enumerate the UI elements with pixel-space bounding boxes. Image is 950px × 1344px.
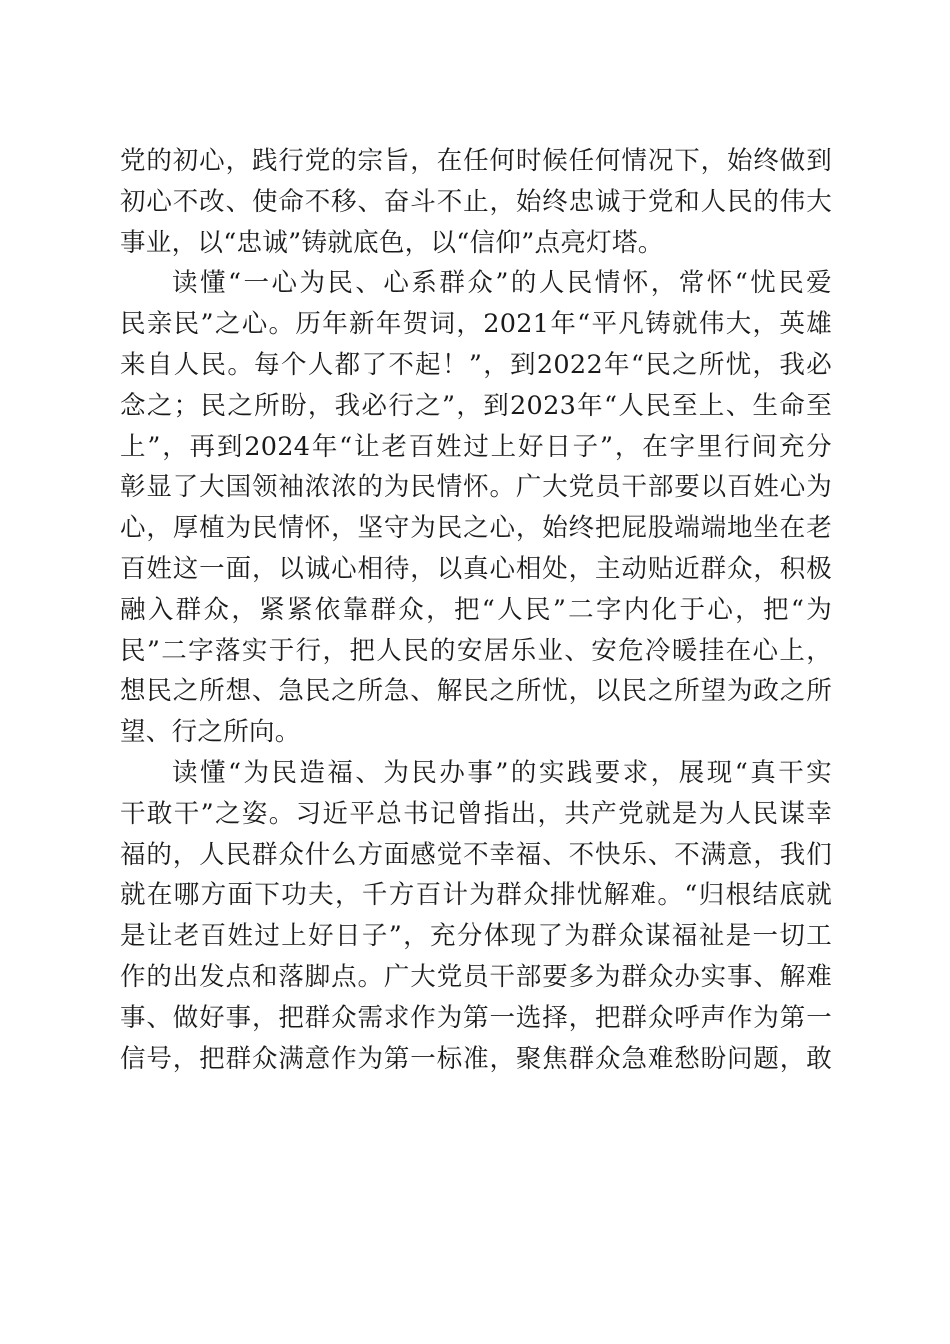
- text-line: 初心不改、使命不移、奋斗不止，始终忠诚于党和人民的伟大: [120, 186, 832, 217]
- text-line: 就在哪方面下功夫，千方百计为群众排忧解难。“归根结底就: [120, 880, 832, 911]
- text-line: 心，厚植为民情怀，坚守为民之心，始终把屁股端端地坐在老: [120, 513, 832, 544]
- text-line: 干敢干”之姿。习近平总书记曾指出，共产党就是为人民谋幸: [120, 798, 832, 829]
- text-line: 民亲民”之心。历年新年贺词，2021年“平凡铸就伟大，英雄: [120, 309, 832, 340]
- text-line: 作的出发点和落脚点。广大党员干部要多为群众办实事、解难: [120, 961, 832, 992]
- paragraph-first-line: 读懂“一心为民、心系群众”的人民情怀，常怀“忧民爱: [172, 268, 832, 299]
- text-line: 念之；民之所盼，我必行之”，到2023年“人民至上、生命至: [120, 390, 832, 421]
- document-body: [120, 141, 832, 1079]
- text-line: 党的初心，践行党的宗旨，在任何时候任何情况下，始终做到: [120, 146, 832, 176]
- text-line: 融入群众，紧紧依靠群众，把“人民”二字内化于心，把“为: [120, 594, 832, 625]
- text-line: 是让老百姓过上好日子”，充分体现了为群众谋福祉是一切工: [120, 921, 832, 952]
- text-line: 事、做好事，把群众需求作为第一选择，把群众呼声作为第一: [120, 1002, 832, 1033]
- text-line: 想民之所想、急民之所急、解民之所忧，以民之所望为政之所: [120, 676, 832, 707]
- text-line: 上”，再到2024年“让老百姓过上好日子”，在字里行间充分: [120, 431, 832, 462]
- text-line: 彰显了大国领袖浓浓的为民情怀。广大党员干部要以百姓心为: [120, 472, 832, 503]
- text-line: 信号，把群众满意作为第一标准，聚焦群众急难愁盼问题，敢: [120, 1043, 832, 1074]
- text-line: 望、行之所向。: [120, 717, 301, 748]
- text-line: 百姓这一面，以诚心相待，以真心相处，主动贴近群众，积极: [120, 553, 832, 584]
- text-line: 来自人民。每个人都了不起！”，到2022年“民之所忧，我必: [120, 349, 832, 380]
- text-line: 民”二字落实于行，把人民的安居乐业、安危冷暖挂在心上，: [120, 635, 832, 666]
- paragraph-first-line: 读懂“为民造福、为民办事”的实践要求，展现“真干实: [172, 757, 832, 788]
- text-line: 事业，以“忠诚”铸就底色，以“信仰”点亮灯塔。: [120, 227, 664, 258]
- text-line: 福的，人民群众什么方面感觉不幸福、不快乐、不满意，我们: [120, 839, 832, 870]
